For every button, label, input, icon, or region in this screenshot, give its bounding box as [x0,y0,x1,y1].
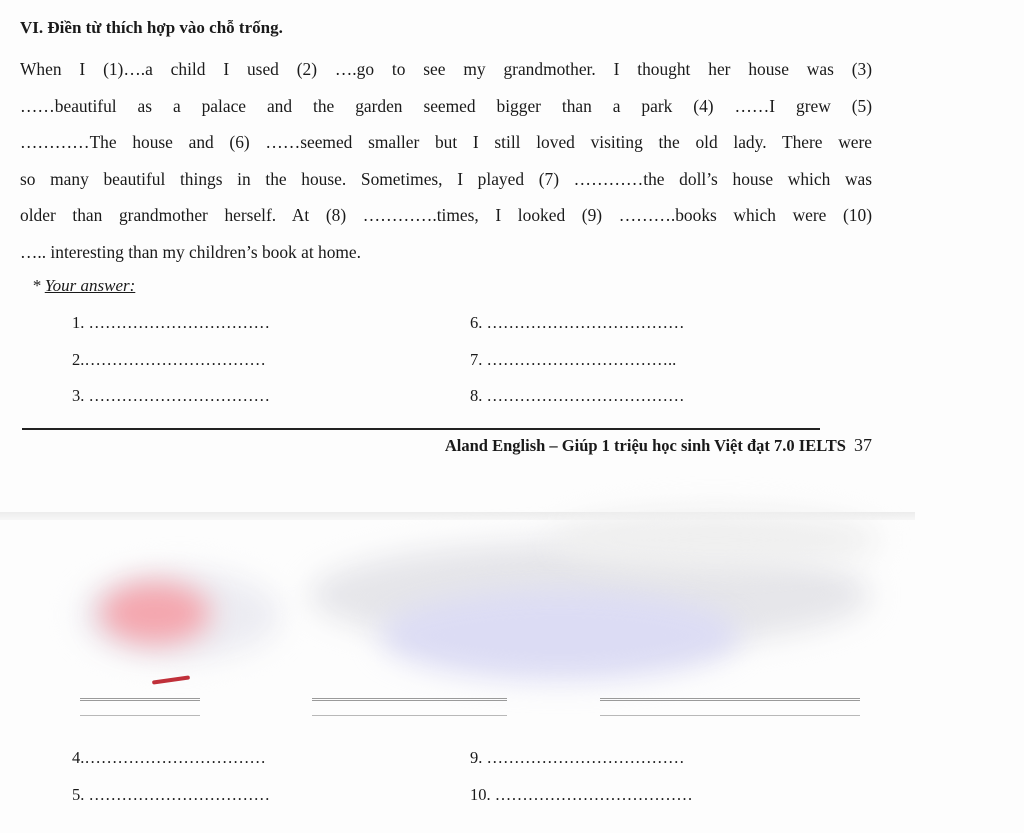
answer-label-text: Your answer: [44,276,136,295]
passage-line: ……beautiful as a palace and the garden seemed bigger than a park (4) ……I grew (5) [20,95,872,116]
footer-text: Aland English – Giúp 1 triệu học sinh Việt đạt 7.0 IELTS [444,436,846,455]
footer [445,435,872,456]
passage [20,51,872,271]
answer-blank-6: 6. ……………………………… [470,313,685,332]
dashed-rule [80,698,200,716]
blur-patch [380,590,740,680]
dashed-rule [312,698,507,716]
answer-blank-9: 9. ……………………………… [470,748,685,767]
dashed-rule [600,698,860,716]
passage-line: older than grandmother herself. At (8) ………….times, I looked (9) ……….books which were (10) [20,205,872,226]
answer-blank-3: 3. …………………………… [72,386,270,405]
passage-line: ….. interesting than my children’s book at home. [20,241,361,262]
red-mark [152,675,190,684]
answer-blank-10: 10. ……………………………… [470,785,693,804]
passage-line: When I (1)….a child I used (2) ….go to see my grandmother. I thought her house was (3) [20,59,872,79]
your-answer-label [32,276,135,296]
asterisk: * [32,276,41,295]
answer-blank-2: 2.…………………………… [72,350,266,369]
answer-blank-4: 4.…………………………… [72,748,266,767]
answer-blank-5: 5. …………………………… [72,785,270,804]
answer-blank-7: 7. …………………………….. [470,350,677,369]
passage-line: …………The house and (6) ……seemed smaller but I still loved visiting the old lady. There were [20,132,872,153]
passage-line: so many beautiful things in the house. Sometimes, I played (7) …………the doll’s house which was [20,168,872,189]
page-number: 37 [854,435,872,455]
exercise-heading: VI. Điền từ thích hợp vào chỗ trống. [20,18,283,37]
answer-blank-1: 1. …………………………… [72,313,270,332]
blurred-region [60,520,920,695]
footer-rule [22,428,820,430]
blur-patch [550,510,880,570]
blur-patch [100,582,210,644]
answer-blank-8: 8. ……………………………… [470,386,685,405]
